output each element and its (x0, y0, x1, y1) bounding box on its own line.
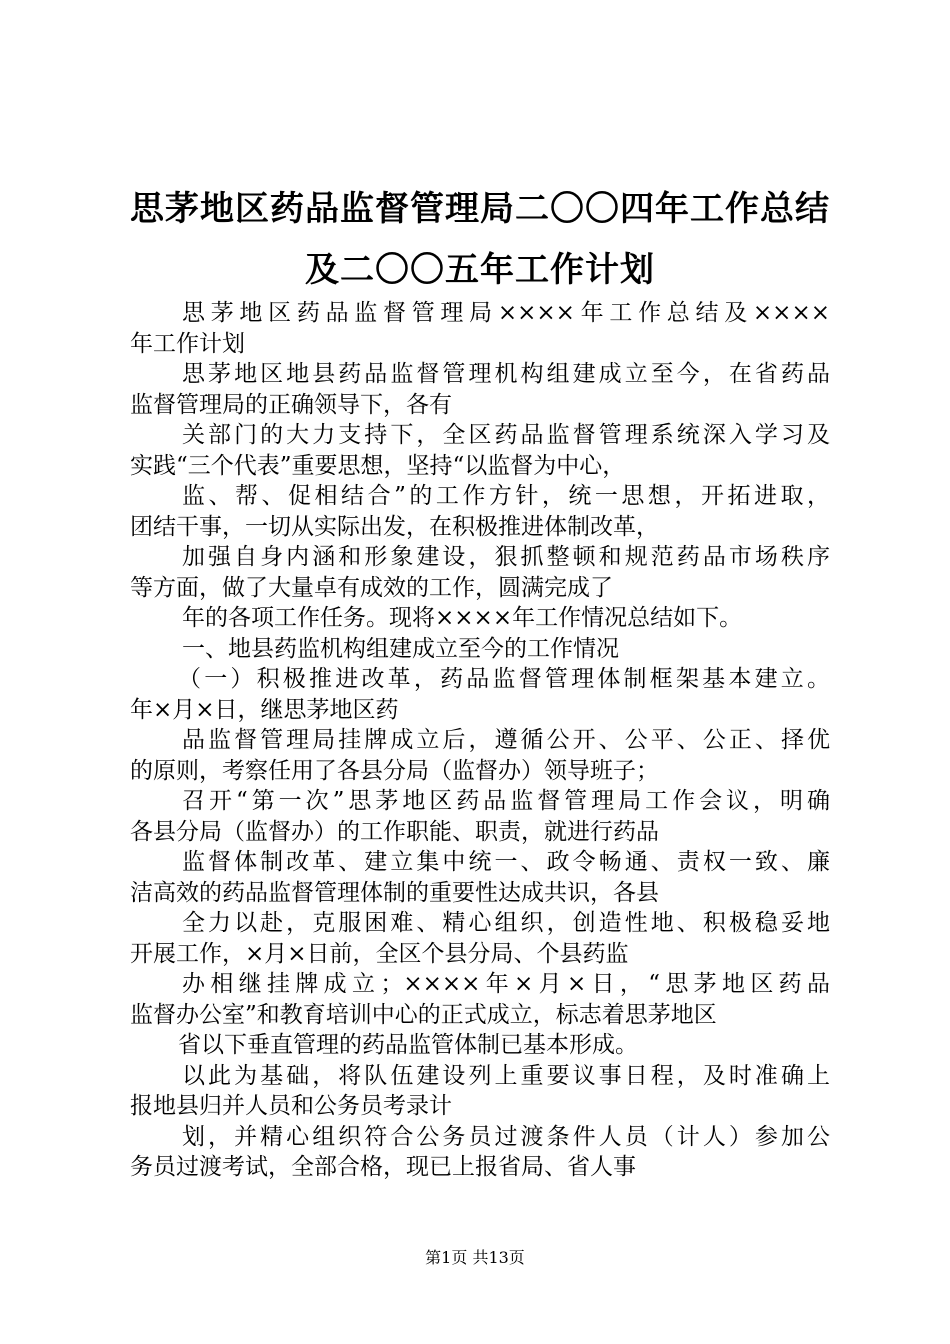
body-line: 省以下垂直管理的药品监管体制已基本形成。 (178, 1032, 638, 1058)
body-line: 监督办公室”和教育培训中心的正式成立，标志着思茅地区 (130, 1001, 717, 1028)
body-line: 品监督管理局挂牌成立后，遵循公开、公平、公正、择优 (182, 727, 830, 753)
body-line: 监督体制改革、建立集中统一、政令畅通、责权一致、廉 (182, 849, 830, 875)
body-line: 以此为基础，将队伍建设列上重要议事日程，及时准确上 (182, 1062, 830, 1089)
body-line: （一）积极推进改革，药品监督管理体制框架基本建立。 (178, 666, 830, 692)
body-line: 实践“三个代表”重要思想，坚持“以监督为中心， (130, 452, 626, 479)
body-line: 开展工作，×月×日前，全区个县分局、个县药监 (130, 940, 629, 967)
body-line: 划，并精心组织符合公务员过渡条件人员（计人）参加公 (182, 1123, 830, 1150)
body-line: 全力以赴，克服困难、精心组织，创造性地、积极稳妥地 (182, 910, 830, 936)
section-heading: 一、地县药监机构组建成立至今的工作情况 (182, 635, 619, 662)
body-line: 监督管理局的正确领导下，各有 (130, 391, 452, 418)
body-line: 召开“第一次”思茅地区药品监督管理局工作会议，明确 (182, 788, 830, 814)
body-line: 年工作计划 (130, 330, 245, 357)
body-line: 监、帮、促相结合”的工作方针，统一思想，开拓进取， (182, 483, 830, 509)
document-title-line-1: 思茅地区药品监督管理局二〇〇四年工作总结 (130, 189, 830, 229)
body-line: 的原则，考察任用了各县分局（监督办）领导班子； (130, 757, 659, 784)
body-line: 报地县归并人员和公务员考录计 (130, 1093, 452, 1119)
document-title-line-2: 及二〇〇五年工作计划 (305, 250, 655, 290)
body-line: 等方面，做了大量卓有成效的工作，圆满完成了 (130, 574, 613, 601)
body-line: 年×月×日，继思茅地区药 (130, 696, 399, 723)
document-body (130, 298, 830, 1183)
body-line: 洁高效的药品监督管理体制的重要性达成共识，各县 (130, 879, 659, 906)
page-number-footer: 第1页 共13页 (425, 1248, 525, 1267)
body-line: 年的各项工作任务。现将××××年工作情况总结如下。 (182, 605, 743, 631)
body-line: 关部门的大力支持下，全区药品监督管理系统深入学习及 (182, 422, 830, 448)
body-line: 办相继挂牌成立；××××年×月×日，“思茅地区药品 (182, 971, 830, 997)
body-line: 各县分局（监督办）的工作职能、职责，就进行药品 (130, 818, 659, 845)
body-line: 加强自身内涵和形象建设，狠抓整顿和规范药品市场秩序 (182, 544, 830, 570)
body-line: 团结干事，一切从实际出发，在积极推进体制改革， (130, 513, 659, 540)
body-line: 思茅地区地县药品监督管理机构组建成立至今，在省药品 (182, 361, 830, 387)
body-line: 思茅地区药品监督管理局××××年工作总结及×××× (182, 300, 830, 326)
body-line: 务员过渡考试，全部合格，现已上报省局、省人事 (130, 1154, 636, 1180)
